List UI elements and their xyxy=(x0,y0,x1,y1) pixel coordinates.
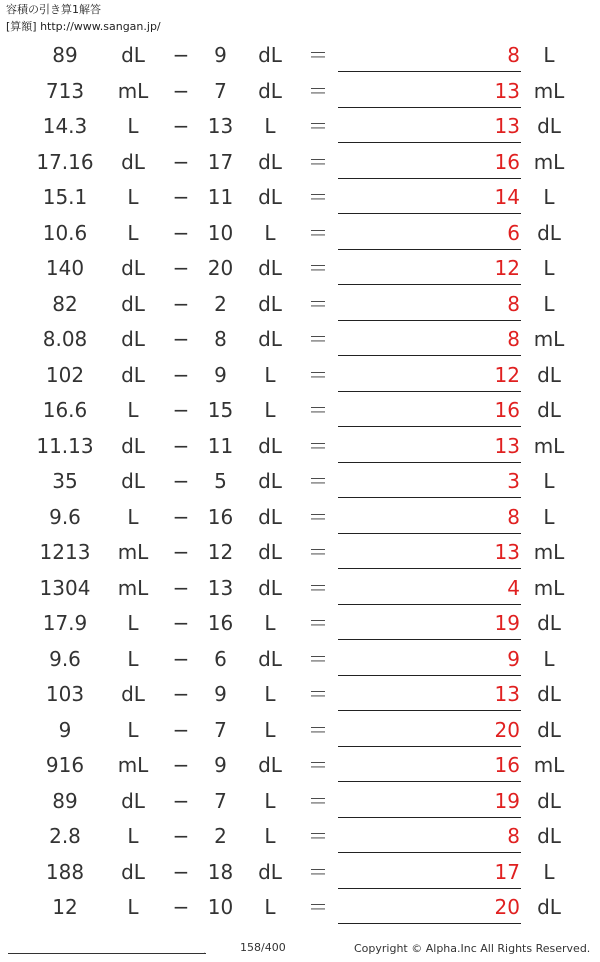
equals-sign: ＝ xyxy=(308,398,328,422)
answer-value: 19 xyxy=(494,611,520,635)
answer-unit: dL xyxy=(537,362,561,387)
minus-sign: − xyxy=(172,504,190,529)
minuend-unit: L xyxy=(127,646,139,671)
subtrahend-value: 9 xyxy=(214,362,227,387)
problem-row xyxy=(0,713,600,749)
subtrahend-unit: L xyxy=(264,114,276,138)
subtrahend-unit: dL xyxy=(258,469,282,493)
answer-unit: dL xyxy=(537,717,561,742)
minus-sign: − xyxy=(172,433,190,458)
answer-line xyxy=(338,178,521,179)
minuend-unit: dL xyxy=(121,362,145,387)
answer-line xyxy=(338,426,521,427)
answer-line xyxy=(338,284,521,285)
minuend-value: 17.16 xyxy=(36,149,94,174)
minus-sign: − xyxy=(172,149,190,174)
minuend-unit: mL xyxy=(117,540,149,564)
subtrahend-unit: dL xyxy=(258,646,282,671)
answer-value: 3 xyxy=(507,469,520,493)
answer-unit: mL xyxy=(533,149,565,174)
answer-value: 13 xyxy=(494,682,520,706)
subtrahend-unit: dL xyxy=(258,575,282,600)
minuend-unit: L xyxy=(127,824,139,848)
minuend-value: 82 xyxy=(52,291,78,316)
answer-unit: dL xyxy=(537,611,561,635)
minus-sign: − xyxy=(172,43,190,67)
minuend-unit: mL xyxy=(117,753,149,777)
problem-row xyxy=(0,322,600,358)
minuend-value: 11.13 xyxy=(36,433,94,458)
minuend-value: 103 xyxy=(45,682,85,706)
minuend-value: 14.3 xyxy=(42,114,88,138)
equals-sign: ＝ xyxy=(308,753,328,777)
subtrahend-unit: L xyxy=(264,717,276,742)
problem-row xyxy=(0,287,600,323)
subtrahend-unit: dL xyxy=(258,256,282,280)
minuend-unit: dL xyxy=(121,43,145,67)
answer-unit: dL xyxy=(537,895,561,919)
answer-value: 13 xyxy=(494,433,520,458)
problem-row xyxy=(0,784,600,820)
subtrahend-value: 7 xyxy=(214,788,227,813)
answer-value: 16 xyxy=(494,398,520,422)
minus-sign: − xyxy=(172,646,190,671)
minuend-unit: dL xyxy=(121,859,145,884)
answer-unit: dL xyxy=(537,398,561,422)
equals-sign: ＝ xyxy=(308,362,328,387)
problem-row xyxy=(0,429,600,465)
answer-unit: L xyxy=(543,859,555,884)
answer-line xyxy=(338,710,521,711)
minus-sign: − xyxy=(172,575,190,600)
equals-sign: ＝ xyxy=(308,540,328,564)
equals-sign: ＝ xyxy=(308,469,328,493)
answer-line xyxy=(338,320,521,321)
subtrahend-unit: dL xyxy=(258,78,282,103)
answer-unit: dL xyxy=(537,114,561,138)
minus-sign: − xyxy=(172,753,190,777)
answer-line xyxy=(338,107,521,108)
minuend-unit: L xyxy=(127,611,139,635)
equals-sign: ＝ xyxy=(308,114,328,138)
equals-sign: ＝ xyxy=(308,575,328,600)
minuend-value: 9.6 xyxy=(49,504,81,529)
problem-row xyxy=(0,642,600,678)
minuend-unit: dL xyxy=(121,149,145,174)
subtrahend-unit: dL xyxy=(258,149,282,174)
answer-line xyxy=(338,249,521,250)
answer-value: 12 xyxy=(494,362,520,387)
answer-unit: mL xyxy=(533,327,565,351)
minus-sign: − xyxy=(172,114,190,138)
answer-line xyxy=(338,462,521,463)
subtrahend-unit: L xyxy=(264,824,276,848)
subtrahend-unit: L xyxy=(264,398,276,422)
minuend-value: 89 xyxy=(52,43,78,67)
answer-line xyxy=(338,142,521,143)
equals-sign: ＝ xyxy=(308,220,328,245)
answer-unit: dL xyxy=(537,220,561,245)
problem-row xyxy=(0,145,600,181)
answer-line xyxy=(338,923,521,924)
answer-unit: mL xyxy=(533,753,565,777)
minus-sign: − xyxy=(172,540,190,564)
answer-unit: L xyxy=(543,469,555,493)
problem-row xyxy=(0,358,600,394)
minus-sign: − xyxy=(172,611,190,635)
subtrahend-value: 15 xyxy=(207,398,234,422)
equals-sign: ＝ xyxy=(308,291,328,316)
problem-row xyxy=(0,180,600,216)
minuend-value: 1304 xyxy=(39,575,91,600)
subtrahend-value: 16 xyxy=(207,504,234,529)
subtrahend-value: 18 xyxy=(207,859,234,884)
equals-sign: ＝ xyxy=(308,682,328,706)
minuend-value: 102 xyxy=(45,362,85,387)
minuend-unit: dL xyxy=(121,788,145,813)
minus-sign: − xyxy=(172,362,190,387)
answer-line xyxy=(338,852,521,853)
subtrahend-unit: dL xyxy=(258,433,282,458)
answer-value: 19 xyxy=(494,788,520,813)
subtrahend-unit: dL xyxy=(258,504,282,529)
minus-sign: − xyxy=(172,185,190,209)
answer-line xyxy=(338,71,521,72)
minuend-unit: L xyxy=(127,717,139,742)
minuend-value: 17.9 xyxy=(42,611,88,635)
minuend-value: 89 xyxy=(52,788,78,813)
equals-sign: ＝ xyxy=(308,895,328,919)
minus-sign: − xyxy=(172,220,190,245)
copyright-notice: Copyright © Alpha.Inc All Rights Reserved. xyxy=(354,942,591,955)
equals-sign: ＝ xyxy=(308,256,328,280)
subtrahend-unit: dL xyxy=(258,753,282,777)
answer-unit: dL xyxy=(537,788,561,813)
minus-sign: − xyxy=(172,682,190,706)
equals-sign: ＝ xyxy=(308,824,328,848)
problem-row xyxy=(0,464,600,500)
answer-value: 20 xyxy=(494,717,520,742)
subtrahend-value: 9 xyxy=(214,753,227,777)
minuend-unit: L xyxy=(127,895,139,919)
minuend-unit: L xyxy=(127,504,139,529)
minus-sign: − xyxy=(172,469,190,493)
answer-value: 6 xyxy=(507,220,520,245)
subtrahend-value: 16 xyxy=(207,611,234,635)
subtrahend-value: 7 xyxy=(214,717,227,742)
answer-value: 9 xyxy=(507,646,520,671)
minuend-value: 9 xyxy=(58,717,72,742)
answer-unit: mL xyxy=(533,78,565,103)
minuend-value: 8.08 xyxy=(42,327,88,351)
answer-unit: mL xyxy=(533,433,565,458)
problem-row xyxy=(0,216,600,252)
problem-row xyxy=(0,393,600,429)
minus-sign: − xyxy=(172,327,190,351)
minuend-value: 35 xyxy=(52,469,78,493)
equals-sign: ＝ xyxy=(308,646,328,671)
minus-sign: − xyxy=(172,256,190,280)
answer-value: 8 xyxy=(507,327,520,351)
subtrahend-value: 12 xyxy=(207,540,234,564)
answer-line xyxy=(338,888,521,889)
subtrahend-value: 8 xyxy=(214,327,227,351)
minuend-value: 916 xyxy=(45,753,85,777)
equals-sign: ＝ xyxy=(308,504,328,529)
answer-value: 13 xyxy=(494,540,520,564)
subtrahend-unit: L xyxy=(264,682,276,706)
minus-sign: − xyxy=(172,717,190,742)
subtrahend-value: 5 xyxy=(214,469,227,493)
minus-sign: − xyxy=(172,824,190,848)
minuend-unit: L xyxy=(127,185,139,209)
minuend-unit: dL xyxy=(121,327,145,351)
answer-line xyxy=(338,213,521,214)
subtrahend-value: 9 xyxy=(214,682,227,706)
answer-unit: L xyxy=(543,185,555,209)
subtrahend-unit: dL xyxy=(258,859,282,884)
problem-row xyxy=(0,109,600,145)
answer-unit: L xyxy=(543,43,555,67)
subtrahend-value: 6 xyxy=(214,646,227,671)
subtrahend-unit: L xyxy=(264,788,276,813)
minuend-value: 16.6 xyxy=(42,398,88,422)
equals-sign: ＝ xyxy=(308,78,328,103)
minuend-unit: dL xyxy=(121,256,145,280)
answer-unit: dL xyxy=(537,682,561,706)
footer-dot: . xyxy=(203,946,207,957)
equals-sign: ＝ xyxy=(308,327,328,351)
answer-value: 8 xyxy=(507,43,520,67)
problem-row xyxy=(0,890,600,926)
answer-unit: L xyxy=(543,504,555,529)
subtrahend-value: 7 xyxy=(214,78,227,103)
answer-line xyxy=(338,675,521,676)
answer-line xyxy=(338,746,521,747)
answer-line xyxy=(338,781,521,782)
answer-unit: dL xyxy=(537,824,561,848)
answer-unit: L xyxy=(543,291,555,316)
minuend-unit: L xyxy=(127,220,139,245)
equals-sign: ＝ xyxy=(308,788,328,813)
page-number: 158/400 xyxy=(240,941,286,954)
problem-row xyxy=(0,606,600,642)
problem-row xyxy=(0,74,600,110)
answer-line xyxy=(338,639,521,640)
problem-row xyxy=(0,677,600,713)
subtrahend-unit: dL xyxy=(258,327,282,351)
name-line xyxy=(8,953,206,954)
minuend-unit: L xyxy=(127,398,139,422)
problem-row xyxy=(0,251,600,287)
minuend-value: 10.6 xyxy=(42,220,88,245)
subtrahend-unit: L xyxy=(264,611,276,635)
answer-value: 20 xyxy=(494,895,520,919)
problem-row xyxy=(0,748,600,784)
subtrahend-value: 20 xyxy=(207,256,234,280)
subtrahend-unit: L xyxy=(264,362,276,387)
subtrahend-value: 10 xyxy=(207,220,234,245)
problem-row xyxy=(0,500,600,536)
equals-sign: ＝ xyxy=(308,43,328,67)
answer-value: 8 xyxy=(507,504,520,529)
answer-value: 13 xyxy=(494,78,520,103)
subtrahend-value: 13 xyxy=(207,114,234,138)
answer-line xyxy=(338,604,521,605)
problem-row xyxy=(0,855,600,891)
minuend-unit: mL xyxy=(117,575,149,600)
answer-unit: mL xyxy=(533,575,565,600)
minuend-unit: L xyxy=(127,114,139,138)
subtrahend-unit: dL xyxy=(258,540,282,564)
answer-value: 13 xyxy=(494,114,520,138)
site-reference: [算額] http://www.sangan.jp/ xyxy=(6,20,161,33)
problem-row xyxy=(0,38,600,74)
answer-value: 12 xyxy=(494,256,520,280)
minuend-value: 12 xyxy=(52,895,78,919)
subtrahend-unit: dL xyxy=(258,43,282,67)
answer-line xyxy=(338,568,521,569)
answer-value: 16 xyxy=(494,149,520,174)
subtrahend-unit: dL xyxy=(258,185,282,209)
minus-sign: − xyxy=(172,895,190,919)
equals-sign: ＝ xyxy=(308,149,328,174)
problem-row xyxy=(0,571,600,607)
subtrahend-value: 2 xyxy=(214,291,227,316)
equals-sign: ＝ xyxy=(308,433,328,458)
minuend-unit: dL xyxy=(121,682,145,706)
equals-sign: ＝ xyxy=(308,185,328,209)
answer-value: 16 xyxy=(494,753,520,777)
minuend-value: 713 xyxy=(45,78,85,103)
problem-row xyxy=(0,819,600,855)
problem-row xyxy=(0,535,600,571)
minuend-unit: dL xyxy=(121,469,145,493)
subtrahend-value: 2 xyxy=(214,824,227,848)
minuend-unit: dL xyxy=(121,291,145,316)
answer-unit: L xyxy=(543,646,555,671)
minuend-value: 140 xyxy=(45,256,85,280)
subtrahend-unit: L xyxy=(264,895,276,919)
subtrahend-value: 9 xyxy=(214,43,227,67)
subtrahend-unit: L xyxy=(264,220,276,245)
answer-value: 17 xyxy=(494,859,520,884)
subtrahend-value: 17 xyxy=(207,149,234,174)
answer-unit: mL xyxy=(533,540,565,564)
answer-value: 14 xyxy=(494,185,520,209)
minuend-value: 15.1 xyxy=(42,185,88,209)
answer-line xyxy=(338,355,521,356)
answer-line xyxy=(338,391,521,392)
minuend-value: 1213 xyxy=(39,540,91,564)
minuend-value: 188 xyxy=(45,859,85,884)
answer-line xyxy=(338,817,521,818)
subtrahend-unit: dL xyxy=(258,291,282,316)
minuend-unit: mL xyxy=(117,78,149,103)
subtrahend-value: 11 xyxy=(207,433,234,458)
minus-sign: − xyxy=(172,859,190,884)
subtrahend-value: 13 xyxy=(207,575,234,600)
answer-value: 8 xyxy=(507,824,520,848)
subtrahend-value: 11 xyxy=(207,185,234,209)
minuend-value: 2.8 xyxy=(49,824,81,848)
answer-line xyxy=(338,497,521,498)
equals-sign: ＝ xyxy=(308,611,328,635)
minuend-value: 9.6 xyxy=(49,646,81,671)
equals-sign: ＝ xyxy=(308,717,328,742)
answer-unit: L xyxy=(543,256,555,280)
equals-sign: ＝ xyxy=(308,859,328,884)
minus-sign: − xyxy=(172,291,190,316)
worksheet-title: 容積の引き算1解答 xyxy=(6,3,101,16)
minus-sign: − xyxy=(172,398,190,422)
answer-value: 8 xyxy=(507,291,520,316)
problem-list xyxy=(0,38,600,926)
minus-sign: − xyxy=(172,78,190,103)
subtrahend-value: 10 xyxy=(207,895,234,919)
answer-line xyxy=(338,533,521,534)
minuend-unit: dL xyxy=(121,433,145,458)
answer-value: 4 xyxy=(507,575,520,600)
minus-sign: − xyxy=(172,788,190,813)
